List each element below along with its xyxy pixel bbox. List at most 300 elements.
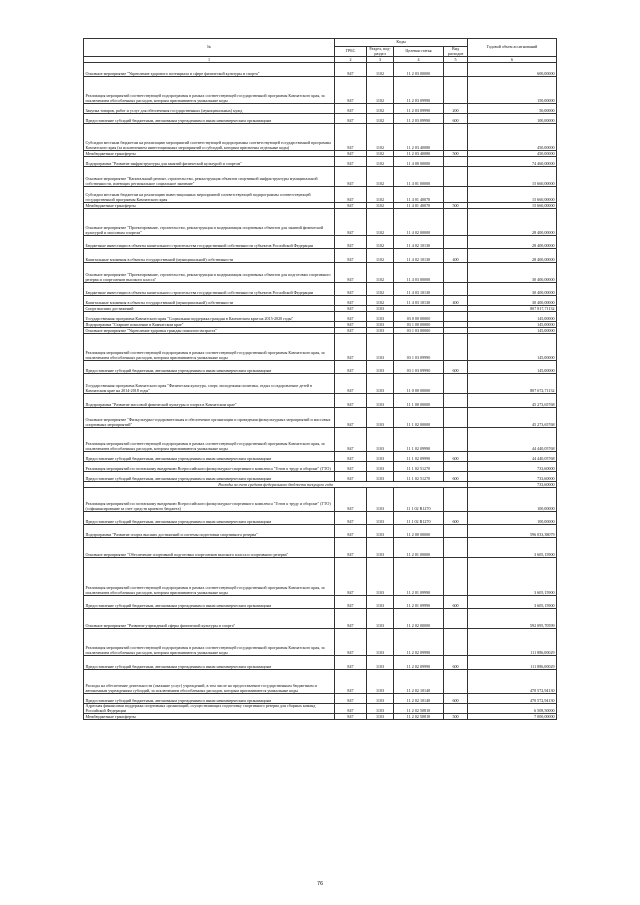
row-expense-type: 600 [444, 452, 468, 462]
row-target-article: 11 2 00 00000 [394, 525, 444, 538]
row-target-article: 11 4 01 00000 [394, 167, 444, 187]
table-row [84, 609, 557, 629]
row-section: 1102 [367, 296, 394, 306]
row-section: 1102 [367, 249, 394, 263]
table-row [84, 209, 557, 236]
row-name: Подпрограмма "Развитие спорта высших достижений и системы подготовки спортивного резерва" [84, 525, 335, 538]
row-expense-type [444, 408, 468, 428]
row-section: 1103 [367, 408, 394, 428]
row-section: 1102 [367, 77, 394, 104]
row-target-article: 11 4 01 40070 [394, 203, 444, 209]
row-amount: 596 033,38079 [468, 525, 557, 538]
row-target-article: 11 2 03 40080 [394, 124, 444, 151]
table-row [84, 77, 557, 104]
row-section: 1103 [367, 596, 394, 609]
row-target-article: 11 1 02 09990 [394, 452, 444, 462]
row-expense-type: 600 [444, 656, 468, 670]
row-name: Реализация мероприятий по поэтапному внедрению Всероссийского физкультурно-спортивного комплекса "Готов к труду и обороне" (ГТО) [84, 462, 335, 472]
table-row [84, 374, 557, 394]
row-grbs: 847 [335, 525, 367, 538]
row-expense-type [444, 263, 468, 283]
page-number: 76 [316, 881, 324, 887]
row-section: 1103 [367, 452, 394, 462]
column-number: 4 [394, 57, 444, 63]
row-name: Подпрограмма "Развитие массовой физической культуры и спорта в Камчатском крае" [84, 394, 335, 408]
row-grbs: 847 [335, 263, 367, 283]
table-row [84, 596, 557, 609]
row-target-article: 03 1 03 00000 [394, 328, 444, 334]
row-target-article: 11 1 02 R1270 [394, 488, 444, 512]
table-body [84, 63, 557, 720]
row-name: Межбюджетные трансферты [84, 714, 335, 720]
row-grbs: 847 [335, 322, 367, 328]
row-grbs: 847 [335, 124, 367, 151]
row-target-article: 11 0 00 00000 [394, 374, 444, 394]
row-grbs: 847 [335, 472, 367, 482]
row-name: Основное мероприятие "Капитальный ремонт, строительство, реконструкция объектов спортивной инфраструктуры муниципальной собственности, имеющих региональное социальное значение" [84, 167, 335, 187]
row-name: Основное мероприятие "Развитие учреждений сферы физической культуры и спорта" [84, 609, 335, 629]
row-amount: 6 508,50000 [468, 704, 557, 714]
table-row [84, 694, 557, 704]
row-name: Предоставление субсидий бюджетным, автономным учреждениям и иным некоммерческим организациям [84, 596, 335, 609]
row-section: 1102 [367, 187, 394, 203]
row-amount: 3 605,15900 [468, 558, 557, 596]
row-name: Реализация мероприятий по поэтапному внедрению Всероссийского физкультурно-спортивного комплекса "Готов к труду и обороне" (ГТО) (софинансирование за счет средств краевого бюджета) [84, 488, 335, 512]
row-target-article: 11 4 02 00000 [394, 209, 444, 236]
row-name: Предоставление субсидий бюджетным, автономным учреждениям и иным некоммерческим организациям [84, 656, 335, 670]
row-expense-type [444, 236, 468, 249]
row-section: 1103 [367, 322, 394, 328]
table-row [84, 249, 557, 263]
row-grbs: 847 [335, 512, 367, 525]
row-name: Межбюджетные трансферты [84, 203, 335, 209]
row-section: 1102 [367, 263, 394, 283]
row-expense-type: 400 [444, 296, 468, 306]
row-name: Государственная программа Камчатского края "Социальная поддержка граждан в Камчатском крае на 2015-2020 годы" [84, 312, 335, 322]
table-row [84, 283, 557, 296]
table-row [84, 670, 557, 694]
row-grbs: 847 [335, 596, 367, 609]
row-expense-type [444, 538, 468, 558]
budget-table [83, 38, 557, 720]
row-expense-type: 500 [444, 203, 468, 209]
row-section: 1103 [367, 512, 394, 525]
row-section: 1103 [367, 609, 394, 629]
table-row [84, 629, 557, 656]
row-amount: 733,60000 [468, 482, 557, 488]
row-grbs: 847 [335, 77, 367, 104]
row-target-article: 03 0 00 00000 [394, 312, 444, 322]
row-amount: 592 095,70599 [468, 609, 557, 629]
row-expense-type: 500 [444, 151, 468, 157]
row-name: Спорт высших достижений [84, 306, 335, 312]
row-section: 1103 [367, 488, 394, 512]
row-section: 1102 [367, 114, 394, 124]
row-section: 1102 [367, 203, 394, 209]
row-amount: 111 886,00029 [468, 629, 557, 656]
row-grbs: 847 [335, 538, 367, 558]
row-expense-type: 600 [444, 114, 468, 124]
row-expense-type [444, 334, 468, 361]
row-expense-type: 600 [444, 512, 468, 525]
row-target-article: 11 2 03 09990 [394, 77, 444, 104]
row-section: 1103 [367, 694, 394, 704]
row-grbs: 847 [335, 151, 367, 157]
row-name: Предоставление субсидий бюджетным, автономным учреждениям и иным некоммерческим организациям [84, 361, 335, 374]
row-expense-type: 600 [444, 472, 468, 482]
row-name: Предоставление субсидий бюджетным, автономным учреждениям и иным некоммерческим организациям [84, 452, 335, 462]
row-target-article: 11 2 01 00000 [394, 538, 444, 558]
row-name: Государственная программа Камчатского края "Физическая культура, спорт, молодежная политика, отдых и оздоровление детей в Камчатском крае на 2014-2018 годы" [84, 374, 335, 394]
row-name: Субсидии местным бюджетам на реализацию инвестиционных мероприятий соответствующей подпрограммы соответствующей государственной программы Камчатского края [84, 187, 335, 203]
row-amount: 45 273,65768 [468, 394, 557, 408]
row-name: Капитальные вложения в объекты государственной (муниципальной) собственности [84, 249, 335, 263]
row-section: 1103 [367, 670, 394, 694]
table-row [84, 714, 557, 720]
row-name: Основное мероприятие "Проектирование, строительство, реконструкция и модернизация спортивных объектов для занятий физической культурой и массовым спортом" [84, 209, 335, 236]
row-section: 1103 [367, 558, 394, 596]
row-grbs: 847 [335, 203, 367, 209]
row-name: Реализация мероприятий соответствующей подпрограммы в рамках соответствующей государственной программы Камчатского края, за исключением обособленных расходов, которым присваиваются уникальные коды [84, 428, 335, 452]
table-row [84, 512, 557, 525]
row-target-article: 11 1 02 R1270 [394, 512, 444, 525]
row-section: 1103 [367, 361, 394, 374]
table-row [84, 462, 557, 472]
header-expense-type: Вид расходов [444, 47, 468, 57]
row-amount: 74 460,00000 [468, 157, 557, 167]
row-grbs: 847 [335, 312, 367, 322]
row-expense-type [444, 157, 468, 167]
table-row [84, 187, 557, 203]
row-amount: 28 400,00000 [468, 236, 557, 249]
header-grbs: ГРБС [335, 47, 367, 57]
row-grbs: 847 [335, 249, 367, 263]
row-section: 1103 [367, 334, 394, 361]
row-target-article: 03 1 03 09990 [394, 334, 444, 361]
row-section: 1103 [367, 328, 394, 334]
row-amount: 145,00000 [468, 328, 557, 334]
row-section: 1103 [367, 538, 394, 558]
row-amount: 45 273,65768 [468, 408, 557, 428]
row-target-article: 11 4 02 10130 [394, 249, 444, 263]
row-name: Реализация мероприятий соответствующей подпрограммы в рамках соответствующей государственной программы Камчатского края, за исключением обособленных расходов, которым присваиваются уникальные коды [84, 558, 335, 596]
row-section: 1102 [367, 63, 394, 77]
row-section: 1103 [367, 374, 394, 394]
row-target-article: 11 2 01 09990 [394, 558, 444, 596]
row-name: Основное мероприятие "Физкультурно-оздоровительная и обеспечение организации и проведения физкультурных мероприятий и массовых спортивных мероприятий" [84, 408, 335, 428]
row-amount: 733,60000 [468, 462, 557, 472]
row-target-article: 11 1 02 09990 [394, 428, 444, 452]
row-grbs: 847 [335, 670, 367, 694]
header-codes: Коды [335, 39, 468, 47]
row-grbs: 847 [335, 452, 367, 462]
row-grbs: 847 [335, 328, 367, 334]
row-amount: 44 440,05768 [468, 428, 557, 452]
table-row [84, 236, 557, 249]
row-section: 1103 [367, 714, 394, 720]
row-target-article: 11 2 02 50810 [394, 704, 444, 714]
table-row [84, 488, 557, 512]
row-expense-type [444, 283, 468, 296]
row-amount: 15 660,00000 [468, 203, 557, 209]
row-target-article: 11 1 00 00000 [394, 394, 444, 408]
row-amount: 733,60000 [468, 472, 557, 482]
row-amount: 807 817,71132 [468, 306, 557, 312]
row-target-article: 11 2 02 50810 [394, 714, 444, 720]
table-row [84, 704, 557, 714]
row-section: 1102 [367, 104, 394, 114]
row-name: Предоставление субсидий бюджетным, автономным учреждениям и иным некоммерческим организациям [84, 472, 335, 482]
row-grbs: 847 [335, 334, 367, 361]
row-section: 1103 [367, 525, 394, 538]
row-name: Реализация мероприятий соответствующей подпрограммы в рамках соответствующей государственной программы Камчатского края, за исключением обособленных расходов, которым присваиваются уникальные коды [84, 629, 335, 656]
row-name: Подпрограмма "Старшее поколение в Камчатском крае" [84, 322, 335, 328]
row-expense-type [444, 124, 468, 151]
column-number: 3 [367, 57, 394, 63]
table-row [84, 104, 557, 114]
row-grbs: 847 [335, 694, 367, 704]
row-amount: 15 660,00000 [468, 187, 557, 203]
row-amount: 7 000,00000 [468, 714, 557, 720]
row-section: 1103 [367, 394, 394, 408]
row-amount: 450,00000 [468, 124, 557, 151]
row-expense-type [444, 462, 468, 472]
row-expense-type: 500 [444, 714, 468, 720]
row-expense-type [444, 187, 468, 203]
row-amount: 3 605,15900 [468, 538, 557, 558]
row-name: Реализация мероприятий соответствующей подпрограммы в рамках соответствующей государственной программы Камчатского края, за исключением обособленных расходов, которым присваиваются уникальные коды [84, 334, 335, 361]
table-header [84, 39, 557, 63]
row-amount: 111 886,00029 [468, 656, 557, 670]
row-amount: 28 400,00000 [468, 249, 557, 263]
row-amount: 150,00000 [468, 77, 557, 104]
row-section: 1102 [367, 157, 394, 167]
row-amount: 145,00000 [468, 361, 557, 374]
row-target-article: 11 2 03 09990 [394, 114, 444, 124]
row-expense-type [444, 488, 468, 512]
row-grbs: 847 [335, 609, 367, 629]
row-grbs: 847 [335, 656, 367, 670]
row-name: Основное мероприятие "Проектирование, строительство, реконструкция и модернизация спортивных объектов для подготовки спортивного резерва и спортсменов высокого класса" [84, 263, 335, 283]
row-expense-type [444, 558, 468, 596]
row-name: Субсидии местным бюджетам на реализацию мероприятий соответствующей подпрограммы соответствующей государственной программы Камчатского края (за исключением инвестиционных мероприятий и субсидий, которым присвоены отдельные коды) [84, 124, 335, 151]
row-amount: 470 572,94130 [468, 670, 557, 694]
row-grbs: 847 [335, 714, 367, 720]
row-name: Капитальные вложения в объекты государственной (муниципальной) собственности [84, 296, 335, 306]
row-name: Расходы на обеспечение деятельности (оказание услуг) учреждений, в том числе на предоставление государственным бюджетным и автономным учреждениям субсидий, за исключением обособленных расходов, которым присваиваются уникальные коды [84, 670, 335, 694]
row-expense-type [444, 609, 468, 629]
row-grbs: 847 [335, 283, 367, 296]
row-amount: 100,00000 [468, 488, 557, 512]
row-amount: 30 400,00000 [468, 263, 557, 283]
row-amount: 15 660,00000 [468, 167, 557, 187]
row-amount: 600,00000 [468, 63, 557, 77]
table-row [84, 334, 557, 361]
column-number: 5 [444, 57, 468, 63]
header-target-article: Целевая статья [394, 47, 444, 57]
row-expense-type [444, 209, 468, 236]
row-amount: 470 572,94130 [468, 694, 557, 704]
row-target-article: 11 4 03 00000 [394, 263, 444, 283]
row-section: 1103 [367, 312, 394, 322]
row-name: Бюджетные инвестиции в объекты капитального строительства государственной собственности субъектов Российской Федерации [84, 283, 335, 296]
row-grbs: 847 [335, 187, 367, 203]
row-name: Реализация мероприятий соответствующей подпрограммы в рамках соответствующей государственной программы Камчатского края, за исключением обособленных расходов, которым присваиваются уникальные коды [84, 77, 335, 104]
row-section: 1103 [367, 462, 394, 472]
row-grbs: 847 [335, 408, 367, 428]
row-amount: 50,00000 [468, 104, 557, 114]
row-target-article: 11 1 02 51270 [394, 472, 444, 482]
row-grbs: 847 [335, 63, 367, 77]
row-section: 1102 [367, 209, 394, 236]
row-expense-type: 200 [444, 104, 468, 114]
row-grbs: 847 [335, 428, 367, 452]
table-row [84, 124, 557, 151]
row-note: Расходы за счет средств федерального бюджета текущего года [84, 482, 468, 488]
row-target-article: 03 1 03 09990 [394, 361, 444, 374]
row-target-article: 11 2 02 00000 [394, 609, 444, 629]
row-target-article: 11 2 03 09990 [394, 104, 444, 114]
row-grbs: 847 [335, 209, 367, 236]
row-grbs: 847 [335, 236, 367, 249]
row-expense-type [444, 312, 468, 322]
column-number: 6 [468, 57, 557, 63]
row-target-article: 11 2 01 09990 [394, 596, 444, 609]
row-name: Предоставление субсидий бюджетным, автономным учреждениям и иным некоммерческим организациям [84, 114, 335, 124]
row-amount: 807 672,71132 [468, 374, 557, 394]
row-amount: 145,00000 [468, 334, 557, 361]
column-number: 1 [84, 57, 335, 63]
row-expense-type [444, 394, 468, 408]
row-grbs: 847 [335, 558, 367, 596]
row-grbs: 847 [335, 704, 367, 714]
row-name: Закупка товаров, работ и услуг для обеспечения государственных (муниципальных) нужд [84, 104, 335, 114]
row-grbs: 847 [335, 462, 367, 472]
row-expense-type [444, 63, 468, 77]
table-row [84, 558, 557, 596]
row-target-article: 11 2 03 00000 [394, 63, 444, 77]
row-amount: 28 400,00000 [468, 209, 557, 236]
row-expense-type [444, 167, 468, 187]
row-name: Основное мероприятие "Обеспечение спортивной подготовки спортсменов высокого класса и спортивного резерва" [84, 538, 335, 558]
row-target-article: 11 2 02 09990 [394, 656, 444, 670]
row-section: 1102 [367, 283, 394, 296]
row-grbs: 847 [335, 374, 367, 394]
row-target-article: 11 1 02 51270 [394, 462, 444, 472]
row-section: 1103 [367, 306, 394, 312]
row-expense-type [444, 670, 468, 694]
row-amount: 3 605,15900 [468, 596, 557, 609]
column-number: 2 [335, 57, 367, 63]
row-grbs: 847 [335, 167, 367, 187]
row-expense-type: 600 [444, 361, 468, 374]
table-row [84, 656, 557, 670]
row-target-article: 11 4 03 10130 [394, 296, 444, 306]
row-target-article: 11 1 02 00000 [394, 408, 444, 428]
budget-table-sheet [83, 38, 556, 720]
row-name: Бюджетные инвестиции в объекты капитального строительства государственной собственности субъектов Российской Федерации [84, 236, 335, 249]
table-row [84, 538, 557, 558]
row-target-article: 11 2 03 40080 [394, 151, 444, 157]
table-row [84, 157, 557, 167]
table-row [84, 408, 557, 428]
table-row [84, 394, 557, 408]
row-grbs: 847 [335, 488, 367, 512]
row-expense-type [444, 77, 468, 104]
row-name: Межбюджетные трансферты [84, 151, 335, 157]
row-target-article: 11 2 02 10140 [394, 670, 444, 694]
row-amount: 100,00000 [468, 512, 557, 525]
row-name: Подпрограмма "Развитие инфраструктуры для занятий физической культурой и спортом" [84, 157, 335, 167]
row-amount: 30 400,00000 [468, 296, 557, 306]
table-row [84, 263, 557, 283]
row-name: Адресная финансовая поддержка спортивных организаций, осуществляющих подготовку спортивного резерва для сборных команд Российской Федерации [84, 704, 335, 714]
row-target-article: 11 4 00 00000 [394, 157, 444, 167]
row-grbs: 847 [335, 114, 367, 124]
row-name: Основное мероприятие "Укрепление здорового потенциала в сфере физической культуры и спорта" [84, 63, 335, 77]
row-section: 1102 [367, 124, 394, 151]
row-expense-type [444, 428, 468, 452]
row-expense-type [444, 704, 468, 714]
row-target-article: 11 4 01 40070 [394, 187, 444, 203]
row-name: Основное мероприятие "Укрепление здоровья граждан пожилого возраста" [84, 328, 335, 334]
table-row [84, 312, 557, 322]
row-section: 1102 [367, 236, 394, 249]
header-annual-amount: Годовой объем ассигнований [468, 39, 557, 57]
row-section: 1103 [367, 704, 394, 714]
row-target-article: 11 4 02 10130 [394, 236, 444, 249]
row-amount: 100,00000 [468, 114, 557, 124]
row-name: Предоставление субсидий бюджетным, автономным учреждениям и иным некоммерческим организациям [84, 512, 335, 525]
row-amount: 145,00000 [468, 322, 557, 328]
header-number: № [84, 39, 335, 57]
row-grbs: 847 [335, 394, 367, 408]
row-section: 1103 [367, 472, 394, 482]
row-section: 1102 [367, 151, 394, 157]
row-expense-type: 600 [444, 694, 468, 704]
row-expense-type [444, 629, 468, 656]
row-section: 1102 [367, 167, 394, 187]
row-grbs: 847 [335, 104, 367, 114]
row-grbs: 847 [335, 306, 367, 312]
row-name: Предоставление субсидий бюджетным, автономным учреждениям и иным некоммерческим организациям [84, 694, 335, 704]
row-section: 1103 [367, 656, 394, 670]
row-expense-type: 400 [444, 249, 468, 263]
row-grbs: 847 [335, 157, 367, 167]
row-section: 1103 [367, 629, 394, 656]
table-row [84, 428, 557, 452]
row-expense-type [444, 374, 468, 394]
row-target-article: 11 2 02 10140 [394, 694, 444, 704]
table-row [84, 114, 557, 124]
row-amount: 44 440,05768 [468, 452, 557, 462]
row-expense-type: 600 [444, 596, 468, 609]
table-row [84, 525, 557, 538]
row-target-article: 03 1 00 00000 [394, 322, 444, 328]
row-target-article: 11 2 02 09990 [394, 629, 444, 656]
row-grbs: 847 [335, 296, 367, 306]
row-target-article: 11 4 03 10130 [394, 283, 444, 296]
row-expense-type [444, 525, 468, 538]
table-row [84, 361, 557, 374]
table-row [84, 452, 557, 462]
header-section: Раздел, под-раздел [367, 47, 394, 57]
table-row [84, 472, 557, 482]
row-amount: 145,00000 [468, 312, 557, 322]
row-grbs: 847 [335, 361, 367, 374]
row-grbs: 847 [335, 629, 367, 656]
row-amount: 30 400,00000 [468, 283, 557, 296]
